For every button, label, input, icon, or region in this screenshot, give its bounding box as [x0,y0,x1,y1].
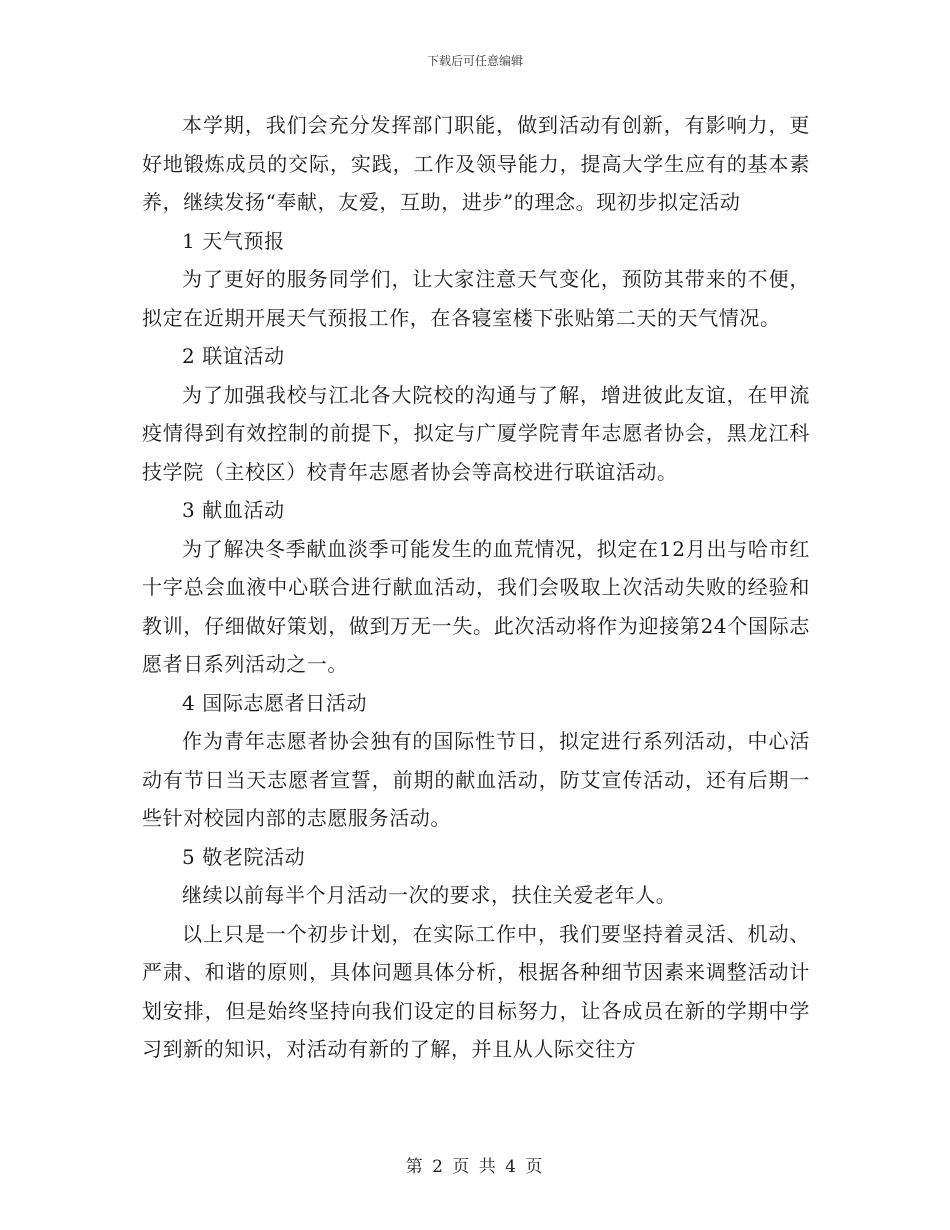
document-body [142,106,810,1069]
section-heading-volunteer-day: 4 国际志愿者日活动 [182,690,368,715]
weather-forecast-paragraph: 为了更好的服务同学们，让大家注意天气变化，预防其带来的不便，拟定在近期开展天气预报工作，在各寝室楼下张贴第二天的天气情况。 [142,267,810,330]
page-number-footer: 第 2 页 共 4 页 [405,1157,545,1177]
section-heading-nursing-home: 5 敬老院活动 [182,844,306,869]
section-heading-blood-donation: 3 献血活动 [182,498,285,522]
blood-donation-paragraph: 为了解决冬季献血淡季可能发生的血荒情况，拟定在12月出与哈市红十字总会血液中心联合进行献血活动，我们会吸取上次活动失败的经验和教训，仔细做好策划，做到万无一失。此次活动将作为迎接第24个国际志愿者日系列活动之一。 [142,536,810,676]
summary-paragraph: 以上只是一个初步计划，在实际工作中，我们要坚持着灵活、机动、严肃、和谐的原则，具体问题具体分析，根据各种细节因素来调整活动计划安排，但是始终坚持向我们设定的目标努力，让各成员在新的学期中学习到新的知识，对活动有新的了解，并且从人际交往方 [142,921,810,1061]
nursing-home-paragraph: 继续以前每半个月活动一次的要求，扶住关爱老年人。 [182,883,677,907]
friendship-activity-paragraph: 为了加强我校与江北各大院校的沟通与了解，增进彼此友谊，在甲流疫情得到有效控制的前提下，拟定与广厦学院青年志愿者协会，黑龙江科技学院（主校区）校青年志愿者协会等高校进行联谊活动。 [142,382,810,484]
section-heading-friendship-activity: 2 联谊活动 [182,344,285,368]
section-heading-weather-forecast: 1 天气预报 [182,228,285,253]
intro-paragraph: 本学期，我们会充分发挥部门职能，做到活动有创新，有影响力，更好地锻炼成员的交际，实践，工作及领导能力，提高大学生应有的基本素养，继续发扬“奉献，友爱，互助，进步”的理念。现初步拟定活动 [142,113,810,214]
page-header: 下载后可任意编辑 [426,54,523,68]
volunteer-day-paragraph: 作为青年志愿者协会独有的国际性节日，拟定进行系列活动，中心活动有节日当天志愿者宣誓，前期的献血活动，防艾宣传活动，还有后期一些针对校园内部的志愿服务活动。 [142,729,810,830]
